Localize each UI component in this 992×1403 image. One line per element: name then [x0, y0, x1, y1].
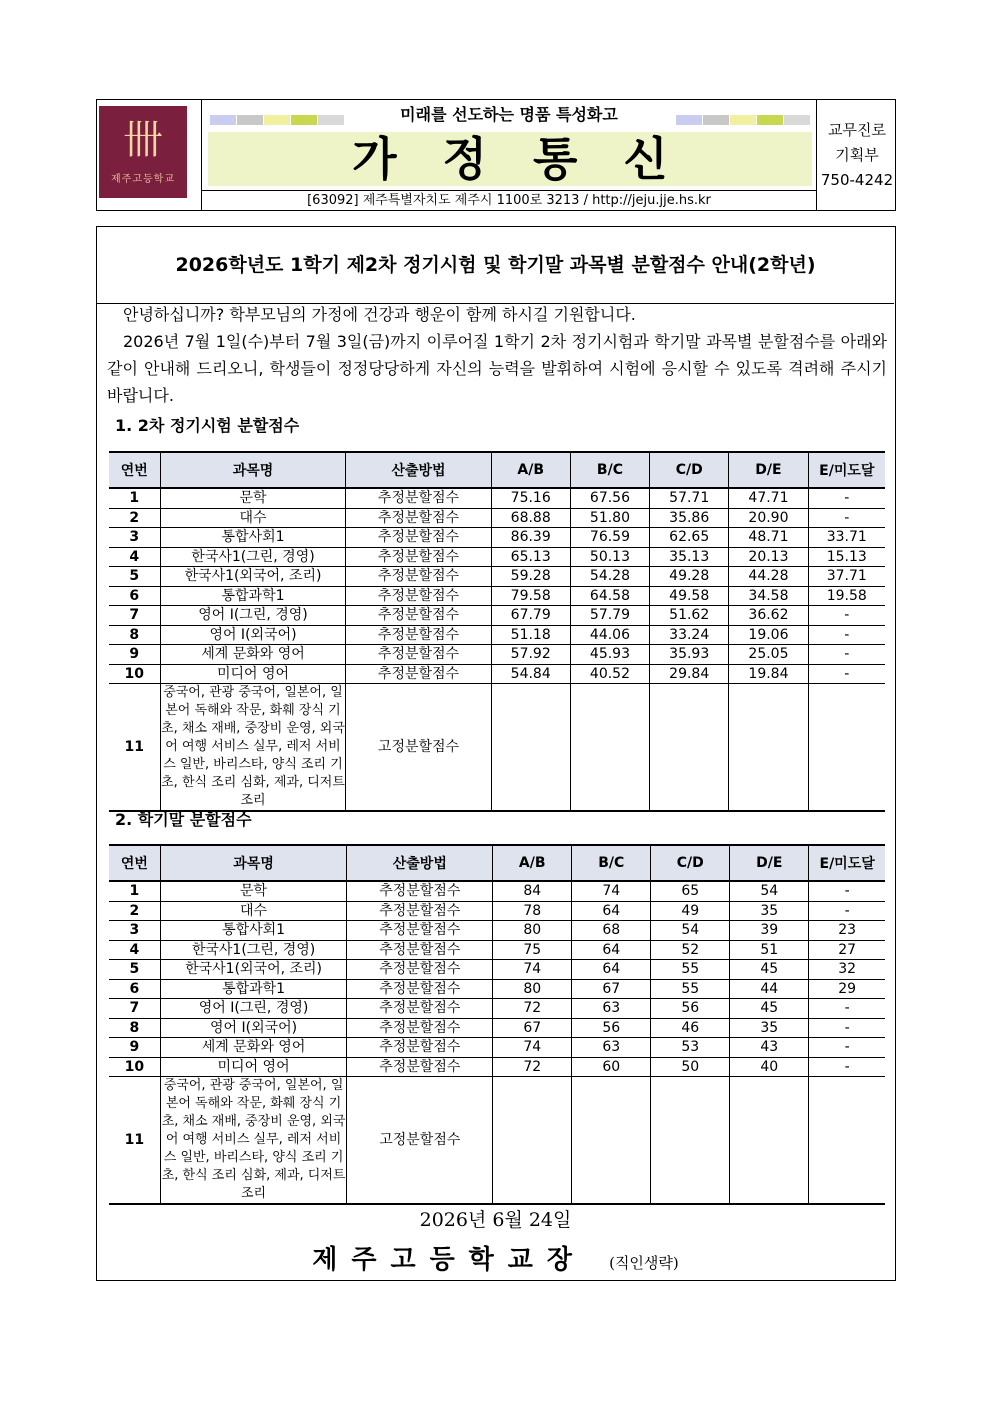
table-cell: 55: [651, 979, 730, 999]
column-header: A/B: [493, 845, 572, 881]
table-cell: 한국사1(외국어, 조리): [160, 567, 346, 587]
fixed-subjects-cell: 중국어, 관광 중국어, 일본어, 일본어 독해와 작문, 화훼 장식 기초, 채소 재배, 중장비 운영, 외국어 여행 서비스 실무, 레저 서비스 일반, 바리스타, 양식 조리 기초, 한식 조리 심화, 제과, 디저트 조리: [160, 1077, 347, 1205]
table-cell: 74: [493, 1038, 572, 1058]
column-header: C/D: [650, 452, 729, 488]
table-cell: 추정분할점수: [347, 901, 493, 921]
table-cell: -: [808, 664, 885, 684]
color-bars-right: [676, 110, 811, 120]
table-cell: 50.13: [570, 547, 649, 567]
table-row: [109, 547, 885, 567]
table-row: [109, 625, 885, 645]
table-cell: -: [808, 488, 885, 508]
table-cell: 64: [572, 901, 651, 921]
section1-table: [109, 451, 885, 812]
table-cell: 57.92: [491, 645, 570, 665]
table-cell: 문학: [160, 881, 347, 901]
table-cell: 44: [730, 979, 809, 999]
table-cell: 대수: [160, 508, 346, 528]
table-cell: 29.84: [650, 664, 729, 684]
table-cell: 추정분할점수: [346, 625, 491, 645]
column-header: 과목명: [160, 845, 347, 881]
table-cell: 15.13: [808, 547, 885, 567]
table-cell: 80: [493, 921, 572, 941]
table-cell: 65: [651, 881, 730, 901]
table-cell: 통합과학1: [160, 586, 346, 606]
table-cell: 세계 문화와 영어: [160, 1038, 347, 1058]
table-cell: 75: [493, 940, 572, 960]
table-cell: 추정분할점수: [347, 940, 493, 960]
table-cell: 1: [109, 881, 160, 901]
table-cell: 1: [109, 488, 160, 508]
table-cell: [809, 1077, 885, 1205]
table-cell: 29: [809, 979, 885, 999]
table-cell: -: [808, 606, 885, 626]
dept-phone: 750-4242: [820, 171, 894, 189]
table-cell: 36.62: [729, 606, 808, 626]
table-cell: 64: [572, 960, 651, 980]
table-cell: 추정분할점수: [346, 508, 491, 528]
table-cell: 64: [572, 940, 651, 960]
table-row: [109, 567, 885, 587]
column-header: C/D: [651, 845, 730, 881]
table-cell: 63: [572, 999, 651, 1019]
table-cell: 34.58: [729, 586, 808, 606]
table-cell: 10: [109, 1057, 160, 1077]
table-cell: 63: [572, 1038, 651, 1058]
table-cell: 한국사1(그린, 경영): [160, 940, 347, 960]
table-row: [109, 528, 885, 548]
table-cell: 51.18: [491, 625, 570, 645]
table-cell: -: [808, 645, 885, 665]
table-cell: 대수: [160, 901, 347, 921]
column-header: A/B: [491, 452, 570, 488]
table-cell: 추정분할점수: [347, 1057, 493, 1077]
table-row: [109, 1057, 885, 1077]
table-cell: 67.56: [570, 488, 649, 508]
table-cell: 59.28: [491, 567, 570, 587]
table-cell: 4: [109, 547, 160, 567]
table-row: [109, 901, 885, 921]
table-row: [109, 1038, 885, 1058]
section2-table: [109, 844, 885, 1205]
table-cell: 추정분할점수: [347, 999, 493, 1019]
table-cell: 56: [651, 999, 730, 1019]
letterhead-center: [201, 100, 817, 210]
table-cell: 한국사1(외국어, 조리): [160, 960, 347, 980]
table-cell: -: [809, 1018, 885, 1038]
table-cell: 미디어 영어: [160, 664, 346, 684]
table-cell: 35: [730, 901, 809, 921]
table-cell: 32: [809, 960, 885, 980]
table-cell: 78: [493, 901, 572, 921]
school-logo: [99, 106, 187, 198]
column-header: E/미도달: [809, 845, 885, 881]
table-cell: 60: [572, 1057, 651, 1077]
table-cell: 6: [109, 979, 160, 999]
table-cell: 72: [493, 999, 572, 1019]
table-cell: 7: [109, 999, 160, 1019]
table-cell: -: [809, 999, 885, 1019]
table-cell: 영어 I(외국어): [160, 1018, 347, 1038]
table-cell: 19.84: [729, 664, 808, 684]
table-cell: 46: [651, 1018, 730, 1038]
table-cell: -: [809, 881, 885, 901]
dept-line: 기획부: [835, 146, 879, 164]
table-cell: 추정분할점수: [346, 547, 491, 567]
table-cell: 54: [651, 921, 730, 941]
table-row: [109, 979, 885, 999]
table-row: [109, 881, 885, 901]
table-cell: [493, 1077, 572, 1205]
table-cell: 35.13: [650, 547, 729, 567]
table-cell: 67: [572, 979, 651, 999]
table-cell: 37.71: [808, 567, 885, 587]
table-cell: 고정분할점수: [346, 684, 491, 812]
table-cell: -: [809, 1057, 885, 1077]
body-paragraph: 2026년 7월 1일(수)부터 7월 3일(금)까지 이루어질 1학기 2차 정기시험과 학기말 과목별 분할점수를 아래와 같이 안내해 드리오니, 학생들이 정정당당하게 자신의 능력을 발휘하여 시험에 응시할 수 있도록 격려해 주시기 바랍니다.: [107, 332, 887, 405]
table-cell: 56: [572, 1018, 651, 1038]
column-header: E/미도달: [808, 452, 885, 488]
table-cell: 50: [651, 1057, 730, 1077]
table-cell: [729, 684, 808, 812]
color-bar: [784, 115, 810, 125]
column-header: D/E: [730, 845, 809, 881]
document-title: 2026학년도 1학기 제2차 정기시험 및 학기말 과목별 분할점수 안내(2학년): [97, 227, 894, 304]
table-cell: 추정분할점수: [346, 586, 491, 606]
table-cell: 68: [572, 921, 651, 941]
table-row: [109, 921, 885, 941]
table-cell: 62.65: [650, 528, 729, 548]
table-cell: [650, 684, 729, 812]
table-row: [109, 645, 885, 665]
table-cell: 23: [809, 921, 885, 941]
table-cell: -: [809, 901, 885, 921]
table-cell: 57.79: [570, 606, 649, 626]
table-cell: 20.90: [729, 508, 808, 528]
table-cell: 43: [730, 1038, 809, 1058]
table-cell: 통합사회1: [160, 921, 347, 941]
table-cell: 문학: [160, 488, 346, 508]
department-contact: [819, 118, 895, 193]
color-bar: [757, 115, 783, 125]
table-cell: 8: [109, 625, 160, 645]
color-bar: [703, 115, 729, 125]
table-cell: [651, 1077, 730, 1205]
table-cell: [730, 1077, 809, 1205]
table-cell: 추정분할점수: [346, 664, 491, 684]
table-cell: 27: [809, 940, 885, 960]
table-row-fixed: [109, 684, 885, 812]
table-cell: 51.80: [570, 508, 649, 528]
table-row: [109, 960, 885, 980]
table-cell: 48.71: [729, 528, 808, 548]
table-cell: 86.39: [491, 528, 570, 548]
greeting: 안녕하십니까? 학부모님의 가정에 건강과 행운이 함께 하시길 기원합니다.: [123, 305, 636, 324]
table-cell: 7: [109, 606, 160, 626]
table-cell: 67: [493, 1018, 572, 1038]
table-cell: 영어 I(외국어): [160, 625, 346, 645]
table-cell: 45: [730, 999, 809, 1019]
table-cell: 20.13: [729, 547, 808, 567]
issue-date: 2026년 6월 24일: [419, 1209, 572, 1231]
table-cell: 추정분할점수: [346, 606, 491, 626]
table-cell: 6: [109, 586, 160, 606]
table-cell: 추정분할점수: [346, 528, 491, 548]
table-row: [109, 586, 885, 606]
column-header: 산출방법: [347, 845, 493, 881]
table-cell: 3: [109, 528, 160, 548]
table-cell: 35.93: [650, 645, 729, 665]
table-cell: 53: [651, 1038, 730, 1058]
table-row-fixed: [109, 1077, 885, 1205]
table-cell: [491, 684, 570, 812]
table-cell: 추정분할점수: [346, 488, 491, 508]
table-row: [109, 606, 885, 626]
table-cell: 55: [651, 960, 730, 980]
column-header: B/C: [570, 452, 649, 488]
table-cell: 2: [109, 901, 160, 921]
table-cell: -: [808, 625, 885, 645]
table-cell: 79.58: [491, 586, 570, 606]
seal-note: (직인생략): [609, 1254, 679, 1272]
table-cell: 35: [730, 1018, 809, 1038]
table-cell: 49.58: [650, 586, 729, 606]
signer: [97, 1239, 894, 1276]
school-address: [63092] 제주특별자치도 제주시 1100로 3213 / http://jeju.jje.hs.kr: [202, 190, 816, 211]
table-cell: 33.24: [650, 625, 729, 645]
color-bar: [676, 115, 702, 125]
table-cell: 한국사1(그린, 경영): [160, 547, 346, 567]
fixed-subjects-cell: 중국어, 관광 중국어, 일본어, 일본어 독해와 작문, 화훼 장식 기초, 채소 재배, 중장비 운영, 외국어 여행 서비스 실무, 레저 서비스 일반, 바리스타, 양식 조리 기초, 한식 조리 심화, 제과, 디저트 조리: [160, 684, 346, 812]
table-cell: 영어 I(그린, 경영): [160, 999, 347, 1019]
section2-heading: 2. 학기말 분할점수: [115, 810, 252, 829]
table-cell: 2: [109, 508, 160, 528]
table-cell: 52: [651, 940, 730, 960]
table-cell: 9: [109, 645, 160, 665]
color-bar: [730, 115, 756, 125]
table-cell: 57.71: [650, 488, 729, 508]
dept-line: 교무진로: [828, 121, 886, 139]
table-cell: 75.16: [491, 488, 570, 508]
table-cell: 51: [730, 940, 809, 960]
table-cell: -: [809, 1038, 885, 1058]
table-cell: 3: [109, 921, 160, 941]
table-cell: 80: [493, 979, 572, 999]
table-row: [109, 940, 885, 960]
table-cell: 추정분할점수: [347, 881, 493, 901]
table-cell: 44.06: [570, 625, 649, 645]
table-cell: 추정분할점수: [346, 645, 491, 665]
table-cell: 65.13: [491, 547, 570, 567]
table-cell: 74: [572, 881, 651, 901]
table-cell: 추정분할점수: [347, 1038, 493, 1058]
table-cell: [808, 684, 885, 812]
table-cell: 68.88: [491, 508, 570, 528]
table-cell: [572, 1077, 651, 1205]
table-row: [109, 1018, 885, 1038]
table-cell: -: [808, 508, 885, 528]
table-cell: 5: [109, 567, 160, 587]
newsletter-title: 가정통신: [208, 132, 812, 186]
table-cell: 11: [109, 684, 160, 812]
table-cell: 67.79: [491, 606, 570, 626]
section1-heading: 1. 2차 정기시험 분할점수: [115, 416, 300, 435]
column-header: 과목명: [160, 452, 346, 488]
table-cell: 통합과학1: [160, 979, 347, 999]
logo-name: 제주고등학교: [111, 174, 175, 185]
table-cell: 추정분할점수: [347, 1018, 493, 1038]
table-cell: 5: [109, 960, 160, 980]
table-cell: 45: [730, 960, 809, 980]
table-row: [109, 508, 885, 528]
table-row: [109, 664, 885, 684]
table-cell: 9: [109, 1038, 160, 1058]
table-cell: 추정분할점수: [347, 960, 493, 980]
table-cell: 4: [109, 940, 160, 960]
column-header: 연번: [109, 845, 160, 881]
table-cell: 통합사회1: [160, 528, 346, 548]
table-cell: 54: [730, 881, 809, 901]
table-cell: 추정분할점수: [347, 979, 493, 999]
table-cell: 49.28: [650, 567, 729, 587]
table-cell: 40: [730, 1057, 809, 1077]
table-cell: 39: [730, 921, 809, 941]
table-cell: 74: [493, 960, 572, 980]
table-cell: 54.84: [491, 664, 570, 684]
table-cell: 19.58: [808, 586, 885, 606]
table-cell: 세계 문화와 영어: [160, 645, 346, 665]
table-cell: 33.71: [808, 528, 885, 548]
signer-name: 제주고등학교장: [312, 1245, 587, 1275]
table-cell: 47.71: [729, 488, 808, 508]
column-header: B/C: [572, 845, 651, 881]
table-cell: 72: [493, 1057, 572, 1077]
table-cell: 추정분할점수: [347, 921, 493, 941]
table-cell: 49: [651, 901, 730, 921]
slogan: 미래를 선도하는 명품 특성화고: [400, 105, 618, 124]
table-cell: 76.59: [570, 528, 649, 548]
table-cell: 51.62: [650, 606, 729, 626]
column-header: 연번: [109, 452, 160, 488]
table-cell: 54.28: [570, 567, 649, 587]
table-cell: 84: [493, 881, 572, 901]
table-cell: 추정분할점수: [346, 567, 491, 587]
letterhead: [96, 99, 896, 211]
table-cell: 10: [109, 664, 160, 684]
table-cell: 19.06: [729, 625, 808, 645]
table-cell: [570, 684, 649, 812]
table-cell: 고정분할점수: [347, 1077, 493, 1205]
column-header: D/E: [729, 452, 808, 488]
table-cell: 11: [109, 1077, 160, 1205]
logo-mark: 卌: [123, 117, 163, 163]
notice-body: [96, 226, 896, 1281]
table-cell: 35.86: [650, 508, 729, 528]
table-cell: 45.93: [570, 645, 649, 665]
table-cell: 64.58: [570, 586, 649, 606]
column-header: 산출방법: [346, 452, 491, 488]
table-cell: 미디어 영어: [160, 1057, 347, 1077]
intro-text: [107, 301, 887, 409]
table-cell: 40.52: [570, 664, 649, 684]
table-row: [109, 488, 885, 508]
table-cell: 영어 I(그린, 경영): [160, 606, 346, 626]
table-cell: 8: [109, 1018, 160, 1038]
table-row: [109, 999, 885, 1019]
table-cell: 25.05: [729, 645, 808, 665]
table-cell: 44.28: [729, 567, 808, 587]
